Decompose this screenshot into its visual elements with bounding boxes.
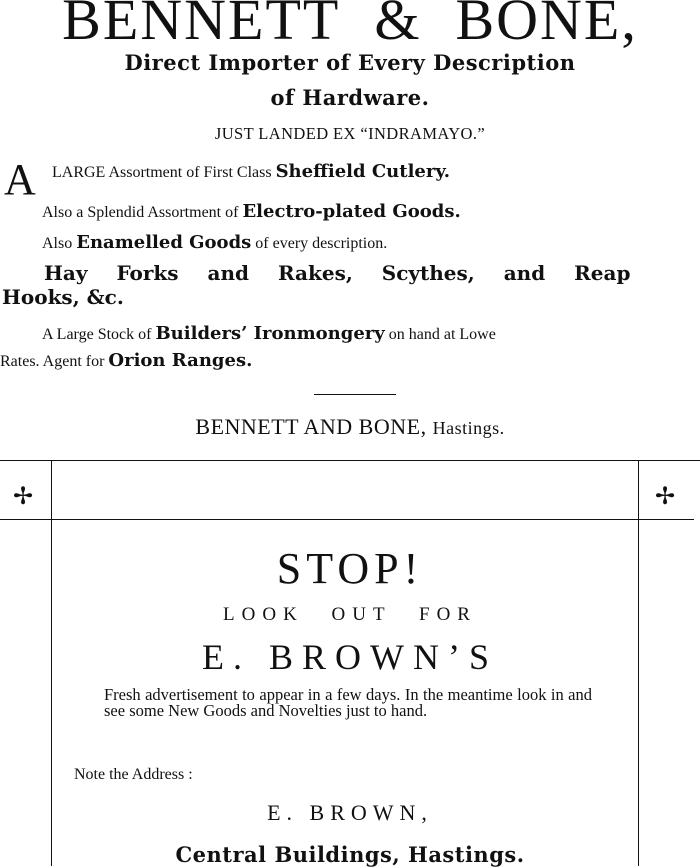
- orion-pre: Rates. Agent for: [0, 353, 105, 370]
- cutlery-text: LARGE Assortment of First Class: [52, 164, 272, 181]
- right-cross-ornament: ✢: [655, 484, 676, 510]
- enamelled-line: [42, 232, 387, 253]
- inner-top-rule: [0, 519, 694, 520]
- enamelled-bold: Enamelled Goods: [76, 232, 252, 253]
- enamelled-pre: Also: [42, 235, 73, 252]
- ironmongery-post: on hand at Lowe: [388, 326, 496, 343]
- drop-cap: A: [4, 155, 36, 204]
- ironmongery-pre: A Large Stock of: [42, 326, 152, 343]
- importer-subtitle: Direct Importer of Every Description: [124, 50, 576, 75]
- electroplated-text: Also a Splendid Assortment of: [42, 204, 239, 221]
- hardware-subtitle: of Hardware.: [270, 85, 430, 110]
- announcement-text: Fresh advertisement to appear in a few days. In the meantime look in and see some New Goods and Novelties just to hand.: [104, 685, 592, 720]
- hay-forks-line: Hay Forks and Rakes, Scythes, and Reap: [44, 261, 631, 285]
- ironmongery-bold: Builders’ Ironmongery: [155, 323, 385, 344]
- ironmongery-line: [42, 323, 496, 344]
- hooks-line: Hooks, &c.: [2, 285, 124, 309]
- address-note: Note the Address :: [74, 766, 193, 783]
- title-bone: BONE,: [455, 0, 638, 52]
- footer-place: Hastings.: [432, 418, 505, 438]
- footer-name: BENNETT AND BONE,: [195, 414, 427, 439]
- section-divider: [0, 460, 700, 461]
- cutlery-line: [52, 161, 450, 182]
- stop-headline: STOP!: [276, 544, 424, 593]
- merchant-address: Central Buildings, Hastings.: [175, 842, 525, 867]
- orion-bold: Orion Ranges.: [108, 350, 253, 371]
- just-landed-line: JUST LANDED EX “INDRAMAYO.”: [214, 124, 486, 143]
- enamelled-post: of every description.: [255, 235, 388, 252]
- title-bennett: BENNETT: [62, 0, 341, 52]
- electroplated-bold: Electro-plated Goods.: [242, 201, 461, 222]
- brand-heading: E. BROWN’S: [202, 637, 498, 677]
- merchant-name: E. BROWN,: [267, 800, 433, 825]
- electroplated-line: [42, 201, 461, 222]
- left-cross-ornament: ✢: [13, 484, 34, 510]
- bennett-footer: [0, 414, 700, 440]
- title-ampersand: &: [374, 0, 422, 52]
- look-out-line: LOOK OUT FOR: [223, 604, 477, 625]
- orion-line: [0, 350, 252, 371]
- short-divider: [314, 394, 396, 395]
- cutlery-bold: Sheffield Cutlery.: [275, 161, 451, 182]
- bennett-bone-title: [0, 0, 700, 53]
